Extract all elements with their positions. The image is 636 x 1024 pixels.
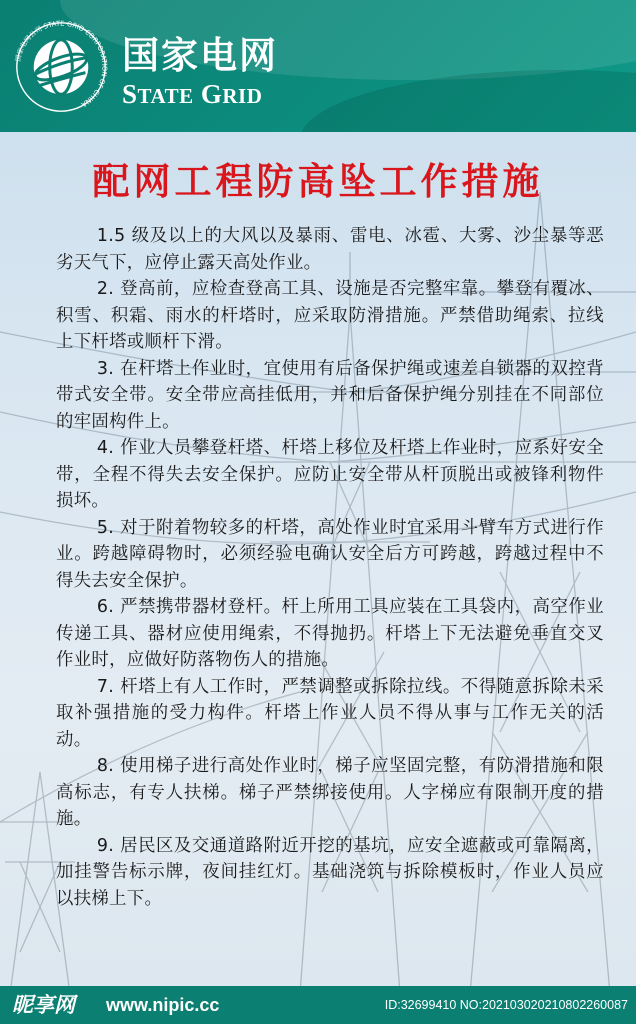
brand-en-s: S <box>122 79 138 109</box>
watermark-footer <box>0 986 636 1024</box>
header-wave-shadow <box>300 70 636 132</box>
brand-en-g: G <box>200 79 223 109</box>
measure-item-9: 9. 居民区及交通道路附近开挖的基坑，应安全遮蔽或可靠隔离，加挂警告标示牌，夜间挂红灯。基础浇筑与拆除模板时，作业人员应以扶梯上下。 <box>56 835 604 909</box>
watermark-url[interactable]: www.nipic.cc <box>106 995 220 1015</box>
measures-list <box>56 223 604 912</box>
measure-item-6: 6. 严禁携带器材登杆。杆上所用工具应装在工具袋内，高空作业传递工具、器材应使用绳索，不得抛扔。杆塔上下无法避免垂直交叉作业时，应做好防落物伤人的措施。 <box>56 597 604 670</box>
measure-item-3: 3. 在杆塔上作业时，宜使用有后备保护绳或速差自锁器的双控背带式安全带。安全带应高挂低用，并和后备保护绳分别挂在不同部位的牢固构件上。 <box>56 358 604 432</box>
watermark-site-name: 昵享网 <box>12 993 75 1017</box>
measure-item-2: 2. 登高前，应检查登高工具、设施是否完整牢靠。攀登有覆冰、积雪、积霜、雨水的杆塔时，应采取防滑措施。严禁借助绳索、拉线上下杆塔或顺杆下滑。 <box>56 279 604 352</box>
header-banner <box>0 0 636 132</box>
brand-en-rid: RID <box>222 84 263 108</box>
logo-ring-text: 国家电网公司 STATE GRID CORPORATION OF CHINA <box>14 20 108 109</box>
watermark-image-id: ID:32699410 NO:20210302021080226008​7 <box>384 998 628 1012</box>
measure-item-4: 4. 作业人员攀登杆塔、杆塔上移位及杆塔上作业时，应系好安全带，全程不得失去安全保护。应防止安全带从杆顶脱出或被锋利物件损坏。 <box>56 438 604 511</box>
measure-item-7: 7. 杆塔上有人工作时，严禁调整或拆除拉线。不得随意拆除未采取补强措施的受力构件。杆塔上作业人员不得从事与工作无关的活动。 <box>56 676 604 750</box>
measure-item-8: 8. 使用梯子进行高处作业时，梯子应坚固完整，有防滑措施和限高标志，有专人扶梯。梯子严禁绑接使用。人字梯应有限制开度的措施。 <box>56 756 604 829</box>
brand-name-cn: 国家电网 <box>122 34 278 77</box>
page-title: 配网工程防高坠工作措施 <box>92 160 544 203</box>
brand-name-en <box>122 80 262 110</box>
measure-item-1: 1.5 级及以上的大风以及暴雨、雷电、冰雹、大雾、沙尘暴等恶劣天气下，应停止露天高处作业。 <box>56 226 604 273</box>
state-grid-logo-icon <box>14 20 108 114</box>
brand-en-tate: TATE <box>137 84 194 108</box>
measure-item-5: 5. 对于附着物较多的杆塔，高处作业时宜采用斗臂车方式进行作业。跨越障碍物时，必须经验电确认安全后方可跨越，跨越过程中不得失去安全保护。 <box>56 517 604 591</box>
